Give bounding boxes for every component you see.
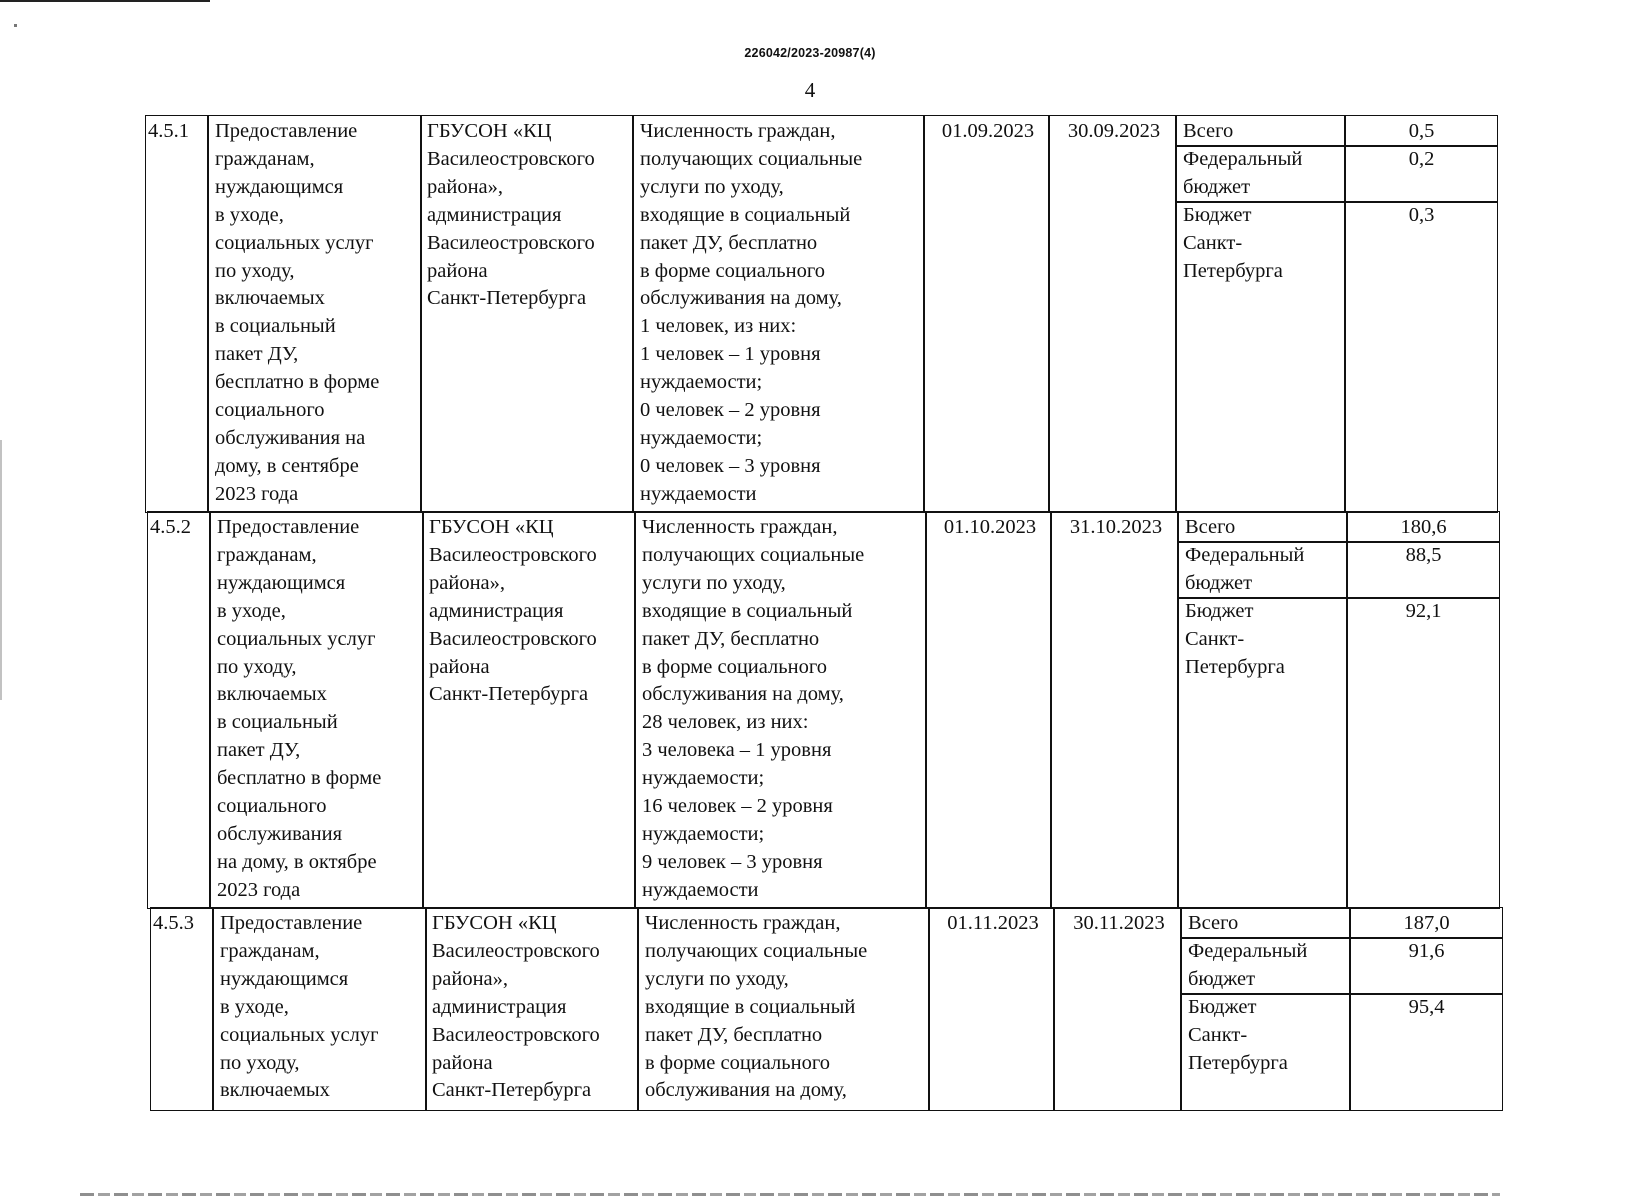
funding-source-federal: Федеральный бюджет [1188,940,1308,990]
funding-source-federal: Федеральный бюджет [1185,544,1305,594]
funding-amount-federal: 0,2 [1408,148,1435,170]
funding-amount-federal: 91,6 [1408,940,1445,962]
executor: ГБУСОН «КЦ Василеостровского района», администрация Василеостровского района Санкт-Петербурга [432,912,600,1102]
end-date: 30.09.2023 [1067,120,1161,142]
funding-source-regional: Бюджет Санкт- Петербурга [1188,996,1288,1074]
scan-edge-bottom [80,1193,1500,1196]
executor: ГБУСОН «КЦ Василеостровского района», администрация Василеостровского района Санкт-Петербурга [427,120,595,310]
row-number: 4.5.1 [148,120,189,142]
measure-description: Предоставление гражданам, нуждающимся в уходе, социальных услуг по уходу, включаемых в социальный пакет ДУ, бесплатно в форме социального обслуживания на дому, в сентябре 2023 года [215,120,380,505]
funding-amount-total: 0,5 [1408,120,1435,142]
funding-amount-regional: 92,1 [1405,600,1442,622]
end-date: 30.11.2023 [1073,912,1165,934]
indicator: Численность граждан, получающих социальные услуги по уходу, входящие в социальный пакет ДУ, бесплатно в форме социального обслуживания на дому, [645,912,868,1102]
table-row [145,115,1498,513]
table-row [150,907,1503,1111]
indicator: Численность граждан, получающих социальные услуги по уходу, входящие в социальный пакет ДУ, бесплатно в форме социального обслуживания на дому, 28 человек, из них: 3 человека – 1 уровня нуждаемости; 16 человек – 2 уровня нуждаемости; 9 человек – 3 уровня нуждаемости [642,516,865,901]
scan-speck [14,24,17,27]
measure-description: Предоставление гражданам, нуждающимся в уходе, социальных услуг по уходу, включаемых в социальный пакет ДУ, бесплатно в форме социального обслуживания на дому, в октябре 2023 года [217,516,382,901]
scan-edge-top [0,0,210,2]
end-date: 31.10.2023 [1069,516,1163,538]
funding-source-federal: Федеральный бюджет [1183,148,1303,198]
table-row [147,511,1500,909]
funding-amount-regional: 0,3 [1408,204,1435,226]
funding-source-total: Всего [1185,516,1236,538]
funding-source-total: Всего [1183,120,1234,142]
funding-source-regional: Бюджет Санкт- Петербурга [1183,204,1283,282]
funding-amount-total: 180,6 [1400,516,1447,538]
executor: ГБУСОН «КЦ Василеостровского района», администрация Василеостровского района Санкт-Петербурга [429,516,597,706]
scan-edge-left [0,440,2,700]
document-id: 226042/2023-20987(4) [744,46,876,60]
indicator: Численность граждан, получающих социальные услуги по уходу, входящие в социальный пакет ДУ, бесплатно в форме социального обслуживания на дому, 1 человек, из них: 1 человек – 1 уровня нуждаемости; 0 человек – 2 уровня нуждаемости; 0 человек – 3 уровня нуждаемости [640,120,863,505]
funding-source-regional: Бюджет Санкт- Петербурга [1185,600,1285,678]
funding-amount-total: 187,0 [1403,912,1450,934]
measure-description: Предоставление гражданам, нуждающимся в уходе, социальных услуг по уходу, включаемых [220,912,379,1102]
page-number: 4 [804,78,816,102]
start-date: 01.10.2023 [943,516,1037,538]
start-date: 01.11.2023 [947,912,1039,934]
funding-source-total: Всего [1188,912,1239,934]
row-number: 4.5.2 [150,516,191,538]
start-date: 01.09.2023 [941,120,1035,142]
row-number: 4.5.3 [153,912,194,934]
funding-amount-federal: 88,5 [1405,544,1442,566]
funding-amount-regional: 95,4 [1408,996,1445,1018]
